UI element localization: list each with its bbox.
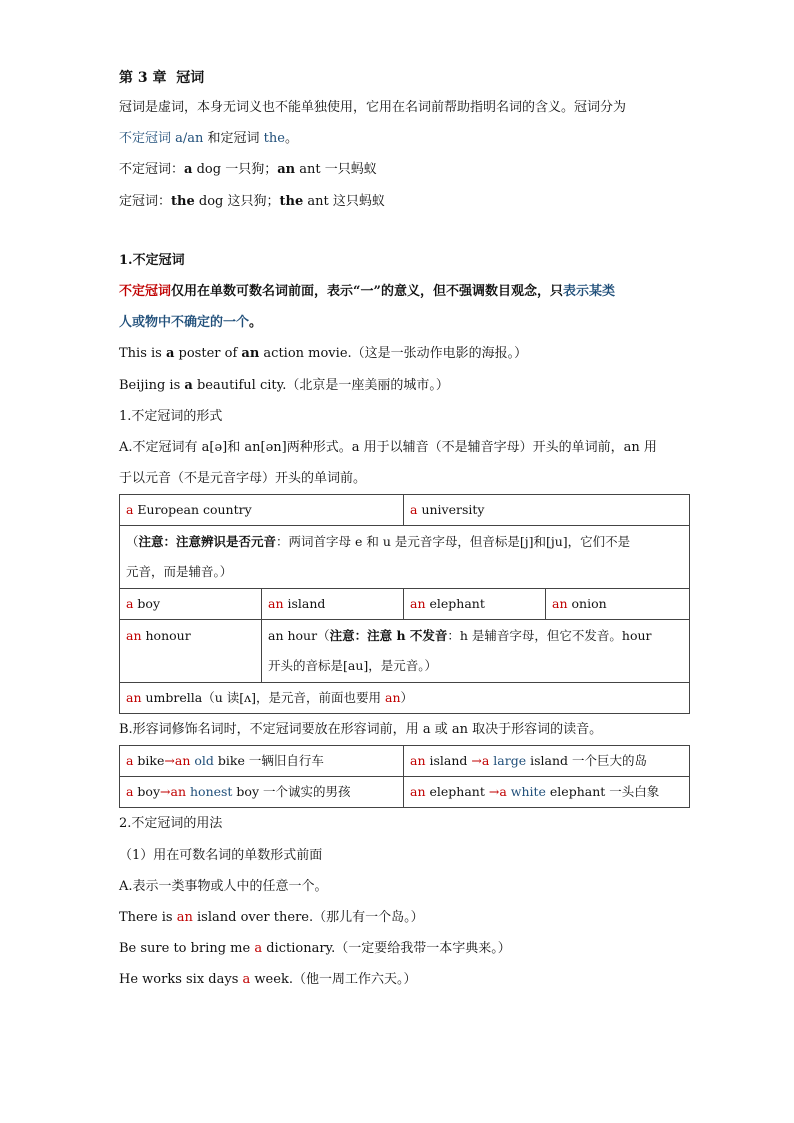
form-rule-line-1: A.不定冠词有 a[ə]和 an[ən]两种形式。a 用于以辅音（不是辅音字母）开头的单词前，an 用	[119, 439, 657, 455]
table-cell: an island	[262, 589, 404, 620]
table-row	[120, 620, 690, 683]
intro-line-2: 不定冠词 a/an 和定冠词 the。	[119, 131, 298, 147]
table-cell: a boy	[120, 589, 262, 620]
adjective-rule: B.形容词修饰名词时，不定冠词要放在形容词前，用 a 或 an 取决于形容词的读音。	[119, 722, 603, 738]
table-cell: a European country	[120, 495, 404, 526]
table-row	[120, 746, 690, 777]
intro-line-1: 冠词是虚词，本身无词义也不能单独使用，它用在名词前帮助指明名词的含义。冠词分为	[119, 100, 627, 115]
indef-example: 不定冠词：a dog 一只狗；an ant 一只蚂蚁	[119, 162, 377, 178]
adjective-article-table	[119, 745, 690, 808]
table-cell: an island →a large island 一个巨大的岛	[404, 746, 690, 777]
section-1-title: 1.不定冠词	[119, 252, 185, 268]
table-cell: an honour	[120, 620, 262, 683]
example-sentence-1: This is a poster of an action movie.（这是一张动作电影的海报。）	[119, 346, 528, 362]
indef-term: 不定冠词 a/an	[119, 131, 204, 147]
usage-example-3: He works six days a week.（他一周工作六天。）	[119, 972, 417, 988]
form-rule-line-2: 于以元音（不是元音字母）开头的单词前。	[119, 471, 367, 487]
chapter-number: 第 3 章	[119, 70, 167, 86]
section-1-para-line-2: 人或物中不确定的一个。	[119, 315, 263, 331]
arrow-icon: →	[164, 753, 175, 769]
document-content	[119, 64, 689, 996]
note-cell: （注意：注意辨识是否元音：两词首字母 e 和 u 是元音字母，但音标是[j]和[ju]，它们不是 元音，而是辅音。）	[120, 526, 690, 589]
article-form-table	[119, 494, 690, 714]
chapter-heading	[119, 64, 689, 92]
table-cell: a bike→an old bike 一辆旧自行车	[120, 746, 404, 777]
table-cell: a university	[404, 495, 690, 526]
usage-example-1: There is an island over there.（那儿有一个岛。）	[119, 910, 424, 925]
chapter-title: 冠词	[176, 70, 205, 86]
table-row	[120, 495, 690, 526]
table-cell: an elephant	[404, 589, 546, 620]
usage-example-2: Be sure to bring me a dictionary.（一定要给我带一本字典来。）	[119, 941, 511, 957]
example-sentence-2: Beijing is a beautiful city.（北京是一座美丽的城市。）	[119, 377, 449, 393]
subsection-form-title: 1.不定冠词的形式	[119, 408, 223, 424]
arrow-icon: →	[488, 784, 500, 800]
table-row	[120, 526, 690, 589]
section-1-para-line-1: 不定冠词仅用在单数可数名词前面，表示“一”的意义，但不强调数目观念，只表示某类	[119, 283, 615, 299]
table-cell: an hour（注意：注意 h 不发音：h 是辅音字母，但它不发音。hour 开头的音标是[au]，是元音。）	[262, 620, 690, 683]
arrow-icon: →	[160, 784, 171, 800]
table-cell: a boy→an honest boy 一个诚实的男孩	[120, 777, 404, 808]
table-row	[120, 589, 690, 620]
arrow-icon: →	[471, 753, 482, 769]
section-2-title: 2.不定冠词的用法	[119, 816, 223, 832]
table-cell: an elephant →a white elephant 一头白象	[404, 777, 690, 808]
table-cell: an onion	[546, 589, 690, 620]
section-2-subtitle: （1）用在可数名词的单数形式前面	[119, 847, 323, 863]
table-row	[120, 777, 690, 808]
usage-a: A.表示一类事物或人中的任意一个。	[119, 878, 328, 894]
def-example: 定冠词：the dog 这只狗；the ant 这只蚂蚁	[119, 193, 385, 209]
def-term: the	[263, 131, 285, 147]
table-row	[120, 683, 690, 714]
table-cell: an umbrella（u 读[ʌ]，是元音，前面也要用 an）	[120, 683, 690, 714]
